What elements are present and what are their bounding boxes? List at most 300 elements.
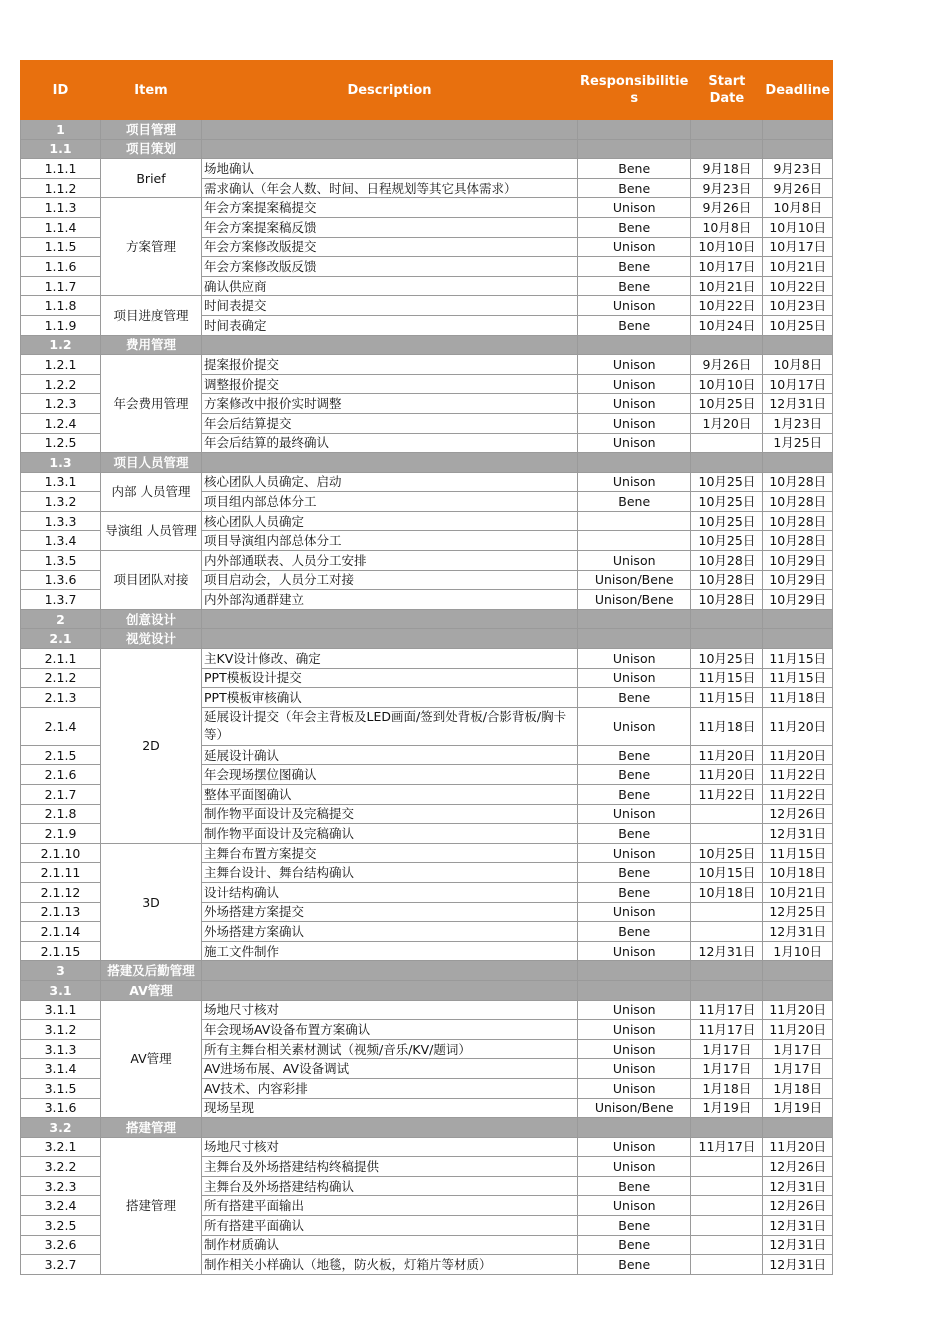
row-deadline[interactable]: 10月28日 [763, 492, 833, 512]
row-id[interactable]: 1.1.8 [21, 296, 101, 316]
row-id[interactable]: 1.1.7 [21, 276, 101, 296]
row-deadline[interactable]: 12月31日 [763, 824, 833, 844]
row-start-date[interactable] [691, 1157, 763, 1177]
row-start-date[interactable] [691, 922, 763, 942]
row-deadline[interactable]: 11月22日 [763, 765, 833, 785]
row-deadline[interactable]: 12月31日 [763, 922, 833, 942]
row-description[interactable]: 主KV设计修改、确定 [202, 649, 578, 669]
row-id[interactable]: 2.1.14 [21, 922, 101, 942]
row-responsibility[interactable]: Bene [578, 688, 691, 708]
row-id[interactable]: 2.1 [21, 629, 101, 649]
row-start-date[interactable]: 11月17日 [691, 1020, 763, 1040]
row-description[interactable]: 主舞台及外场搭建结构确认 [202, 1176, 578, 1196]
row-description[interactable]: 年会方案修改版反馈 [202, 257, 578, 277]
row-deadline[interactable]: 11月20日 [763, 745, 833, 765]
row-responsibility[interactable]: Bene [578, 882, 691, 902]
row-start-date[interactable]: 9月18日 [691, 159, 763, 179]
row-deadline[interactable]: 11月15日 [763, 843, 833, 863]
row-start-date[interactable]: 1月17日 [691, 1059, 763, 1079]
row-id[interactable]: 3.2.6 [21, 1235, 101, 1255]
row-start-date[interactable]: 11月15日 [691, 668, 763, 688]
row-responsibility[interactable]: Bene [578, 178, 691, 198]
row-id[interactable]: 1 [21, 120, 101, 140]
row-deadline[interactable]: 10月23日 [763, 296, 833, 316]
row-description[interactable] [202, 629, 578, 649]
row-responsibility[interactable]: Unison [578, 413, 691, 433]
row-id[interactable]: 1.2 [21, 335, 101, 355]
row-responsibility[interactable]: Unison [578, 355, 691, 375]
row-start-date[interactable]: 9月26日 [691, 198, 763, 218]
row-id[interactable]: 1.2.5 [21, 433, 101, 453]
row-item-group[interactable]: 项目团队对接 [101, 551, 202, 610]
row-deadline[interactable]: 10月28日 [763, 531, 833, 551]
row-item-group[interactable]: 2D [101, 649, 202, 844]
row-description[interactable]: 制作物平面设计及完稿提交 [202, 804, 578, 824]
row-start-date[interactable] [691, 433, 763, 453]
row-start-date[interactable] [691, 1216, 763, 1236]
row-start-date[interactable] [691, 120, 763, 140]
row-id[interactable]: 3.2 [21, 1118, 101, 1138]
row-start-date[interactable]: 11月17日 [691, 1000, 763, 1020]
row-deadline[interactable]: 10月21日 [763, 882, 833, 902]
row-responsibility[interactable]: Unison [578, 668, 691, 688]
row-deadline[interactable]: 10月21日 [763, 257, 833, 277]
row-deadline[interactable]: 11月20日 [763, 1020, 833, 1040]
row-deadline[interactable]: 12月26日 [763, 1157, 833, 1177]
header-deadline[interactable]: Deadline [763, 61, 833, 120]
row-id[interactable]: 1.1.5 [21, 237, 101, 257]
row-start-date[interactable]: 10月10日 [691, 237, 763, 257]
row-deadline[interactable]: 12月31日 [763, 1255, 833, 1275]
row-start-date[interactable]: 10月25日 [691, 511, 763, 531]
row-description[interactable]: 整体平面图确认 [202, 785, 578, 805]
header-responsibilities[interactable]: Responsibilitie s [578, 61, 691, 120]
row-id[interactable]: 1.3.4 [21, 531, 101, 551]
row-responsibility[interactable] [578, 139, 691, 159]
row-id[interactable]: 2.1.15 [21, 941, 101, 961]
row-deadline[interactable] [763, 609, 833, 629]
row-start-date[interactable] [691, 453, 763, 473]
row-deadline[interactable]: 10月10日 [763, 217, 833, 237]
row-deadline[interactable] [763, 629, 833, 649]
row-responsibility[interactable]: Bene [578, 745, 691, 765]
row-id[interactable]: 2.1.11 [21, 863, 101, 883]
row-item[interactable]: AV管理 [101, 980, 202, 1000]
row-description[interactable] [202, 335, 578, 355]
row-id[interactable]: 1.3.3 [21, 511, 101, 531]
row-start-date[interactable] [691, 980, 763, 1000]
row-start-date[interactable] [691, 1235, 763, 1255]
row-id[interactable]: 1.1 [21, 139, 101, 159]
header-item[interactable]: Item [101, 61, 202, 120]
row-description[interactable]: 方案修改中报价实时调整 [202, 394, 578, 414]
row-item[interactable]: 视觉设计 [101, 629, 202, 649]
row-id[interactable]: 2.1.4 [21, 707, 101, 745]
row-id[interactable]: 3.1.6 [21, 1098, 101, 1118]
row-description[interactable]: 主舞台布置方案提交 [202, 843, 578, 863]
row-description[interactable]: 现场呈现 [202, 1098, 578, 1118]
row-description[interactable]: AV技术、内容彩排 [202, 1078, 578, 1098]
row-responsibility[interactable] [578, 609, 691, 629]
row-start-date[interactable] [691, 629, 763, 649]
row-id[interactable]: 2.1.12 [21, 882, 101, 902]
row-responsibility[interactable]: Bene [578, 785, 691, 805]
row-id[interactable]: 3.2.7 [21, 1255, 101, 1275]
row-responsibility[interactable]: Bene [578, 217, 691, 237]
row-item-group[interactable]: 3D [101, 843, 202, 961]
row-responsibility[interactable] [578, 453, 691, 473]
row-id[interactable]: 1.1.1 [21, 159, 101, 179]
row-id[interactable]: 3.2.1 [21, 1137, 101, 1157]
row-description[interactable]: 年会方案提案稿反馈 [202, 217, 578, 237]
row-item-group[interactable]: 年会费用管理 [101, 355, 202, 453]
row-responsibility[interactable]: Unison/Bene [578, 570, 691, 590]
row-deadline[interactable]: 10月28日 [763, 511, 833, 531]
row-start-date[interactable] [691, 335, 763, 355]
row-responsibility[interactable]: Unison [578, 296, 691, 316]
row-start-date[interactable]: 12月31日 [691, 941, 763, 961]
row-description[interactable]: 场地确认 [202, 159, 578, 179]
row-start-date[interactable]: 11月17日 [691, 1137, 763, 1157]
row-start-date[interactable]: 10月25日 [691, 472, 763, 492]
row-description[interactable] [202, 453, 578, 473]
row-deadline[interactable]: 11月15日 [763, 668, 833, 688]
row-start-date[interactable]: 1月18日 [691, 1078, 763, 1098]
row-item-group[interactable]: AV管理 [101, 1000, 202, 1118]
row-deadline[interactable]: 10月18日 [763, 863, 833, 883]
row-responsibility[interactable]: Unison [578, 1196, 691, 1216]
row-id[interactable]: 1.3.7 [21, 590, 101, 610]
row-deadline[interactable]: 11月22日 [763, 785, 833, 805]
row-responsibility[interactable]: Bene [578, 922, 691, 942]
row-responsibility[interactable]: Unison [578, 198, 691, 218]
row-id[interactable]: 3.2.2 [21, 1157, 101, 1177]
row-id[interactable]: 1.3.1 [21, 472, 101, 492]
row-id[interactable]: 1.1.3 [21, 198, 101, 218]
row-id[interactable]: 3 [21, 961, 101, 981]
row-description[interactable]: 外场搭建方案提交 [202, 902, 578, 922]
row-id[interactable]: 3.1.2 [21, 1020, 101, 1040]
row-description[interactable]: 主舞台及外场搭建结构终稿提供 [202, 1157, 578, 1177]
row-responsibility[interactable]: Unison [578, 707, 691, 745]
row-responsibility[interactable]: Unison [578, 941, 691, 961]
row-deadline[interactable] [763, 961, 833, 981]
row-start-date[interactable]: 11月15日 [691, 688, 763, 708]
row-item-group[interactable]: 内部 人员管理 [101, 472, 202, 511]
row-description[interactable] [202, 139, 578, 159]
row-deadline[interactable]: 12月25日 [763, 902, 833, 922]
row-responsibility[interactable] [578, 511, 691, 531]
row-start-date[interactable]: 10月18日 [691, 882, 763, 902]
row-description[interactable] [202, 1118, 578, 1138]
row-responsibility[interactable]: Bene [578, 257, 691, 277]
row-responsibility[interactable] [578, 335, 691, 355]
row-id[interactable]: 1.1.9 [21, 315, 101, 335]
row-description[interactable] [202, 120, 578, 140]
row-id[interactable]: 1.1.2 [21, 178, 101, 198]
row-responsibility[interactable] [578, 980, 691, 1000]
row-responsibility[interactable] [578, 120, 691, 140]
row-responsibility[interactable]: Unison [578, 472, 691, 492]
row-id[interactable]: 2.1.2 [21, 668, 101, 688]
row-description[interactable]: 时间表提交 [202, 296, 578, 316]
row-description[interactable]: AV进场布展、AV设备调试 [202, 1059, 578, 1079]
row-deadline[interactable]: 1月19日 [763, 1098, 833, 1118]
row-id[interactable]: 3.2.5 [21, 1216, 101, 1236]
row-start-date[interactable]: 10月25日 [691, 843, 763, 863]
row-item-group[interactable]: 方案管理 [101, 198, 202, 296]
row-id[interactable]: 2.1.9 [21, 824, 101, 844]
row-start-date[interactable]: 1月17日 [691, 1039, 763, 1059]
row-id[interactable]: 3.2.3 [21, 1176, 101, 1196]
row-description[interactable]: 核心团队人员确定 [202, 511, 578, 531]
row-start-date[interactable]: 10月21日 [691, 276, 763, 296]
row-start-date[interactable]: 10月10日 [691, 374, 763, 394]
row-deadline[interactable]: 12月31日 [763, 1216, 833, 1236]
row-responsibility[interactable]: Unison/Bene [578, 1098, 691, 1118]
row-description[interactable]: 年会现场AV设备布置方案确认 [202, 1020, 578, 1040]
row-responsibility[interactable]: Bene [578, 276, 691, 296]
row-description[interactable]: 制作物平面设计及完稿确认 [202, 824, 578, 844]
row-description[interactable]: 制作相关小样确认（地毯，防火板，灯箱片等材质） [202, 1255, 578, 1275]
row-responsibility[interactable]: Bene [578, 1255, 691, 1275]
row-description[interactable] [202, 961, 578, 981]
row-description[interactable]: 场地尺寸核对 [202, 1000, 578, 1020]
row-deadline[interactable]: 9月26日 [763, 178, 833, 198]
row-id[interactable]: 1.3.2 [21, 492, 101, 512]
row-description[interactable]: PPT模板审核确认 [202, 688, 578, 708]
row-id[interactable]: 3.1.5 [21, 1078, 101, 1098]
row-responsibility[interactable]: Bene [578, 1216, 691, 1236]
row-description[interactable]: 所有搭建平面确认 [202, 1216, 578, 1236]
row-start-date[interactable] [691, 1196, 763, 1216]
row-id[interactable]: 2.1.10 [21, 843, 101, 863]
row-deadline[interactable]: 1月10日 [763, 941, 833, 961]
row-deadline[interactable]: 9月23日 [763, 159, 833, 179]
row-description[interactable]: 施工文件制作 [202, 941, 578, 961]
row-deadline[interactable]: 12月31日 [763, 1235, 833, 1255]
row-responsibility[interactable]: Unison [578, 237, 691, 257]
row-id[interactable]: 1.3 [21, 453, 101, 473]
row-deadline[interactable]: 10月22日 [763, 276, 833, 296]
row-responsibility[interactable]: Unison/Bene [578, 590, 691, 610]
row-responsibility[interactable]: Bene [578, 863, 691, 883]
row-deadline[interactable]: 11月20日 [763, 707, 833, 745]
row-responsibility[interactable] [578, 531, 691, 551]
row-deadline[interactable]: 10月8日 [763, 355, 833, 375]
row-id[interactable]: 2.1.1 [21, 649, 101, 669]
row-responsibility[interactable]: Unison [578, 843, 691, 863]
row-responsibility[interactable]: Bene [578, 1176, 691, 1196]
row-description[interactable]: 时间表确定 [202, 315, 578, 335]
row-start-date[interactable] [691, 902, 763, 922]
row-start-date[interactable]: 11月18日 [691, 707, 763, 745]
row-start-date[interactable]: 1月19日 [691, 1098, 763, 1118]
row-id[interactable]: 2.1.7 [21, 785, 101, 805]
row-deadline[interactable] [763, 335, 833, 355]
row-description[interactable]: 内外部沟通群建立 [202, 590, 578, 610]
row-start-date[interactable] [691, 804, 763, 824]
row-description[interactable]: 年会现场摆位图确认 [202, 765, 578, 785]
row-start-date[interactable] [691, 824, 763, 844]
row-description[interactable]: 主舞台设计、舞台结构确认 [202, 863, 578, 883]
row-description[interactable]: PPT模板设计提交 [202, 668, 578, 688]
row-id[interactable]: 1.3.6 [21, 570, 101, 590]
row-description[interactable] [202, 980, 578, 1000]
row-responsibility[interactable] [578, 629, 691, 649]
row-start-date[interactable]: 10月25日 [691, 394, 763, 414]
row-responsibility[interactable] [578, 961, 691, 981]
row-id[interactable]: 1.2.3 [21, 394, 101, 414]
row-start-date[interactable]: 10月17日 [691, 257, 763, 277]
header-id[interactable]: ID [21, 61, 101, 120]
row-responsibility[interactable]: Unison [578, 1078, 691, 1098]
row-responsibility[interactable]: Unison [578, 1020, 691, 1040]
row-start-date[interactable] [691, 1176, 763, 1196]
row-id[interactable]: 2.1.8 [21, 804, 101, 824]
row-deadline[interactable]: 1月17日 [763, 1039, 833, 1059]
row-description[interactable]: 项目启动会，人员分工对接 [202, 570, 578, 590]
row-id[interactable]: 2.1.5 [21, 745, 101, 765]
row-start-date[interactable]: 10月25日 [691, 531, 763, 551]
row-description[interactable]: 年会后结算的最终确认 [202, 433, 578, 453]
row-description[interactable]: 所有主舞台相关素材测试（视频/音乐/KV/题词） [202, 1039, 578, 1059]
row-responsibility[interactable]: Unison [578, 1137, 691, 1157]
row-id[interactable]: 3.2.4 [21, 1196, 101, 1216]
row-start-date[interactable] [691, 609, 763, 629]
row-responsibility[interactable]: Unison [578, 374, 691, 394]
row-deadline[interactable] [763, 980, 833, 1000]
row-responsibility[interactable]: Unison [578, 433, 691, 453]
row-responsibility[interactable]: Unison [578, 649, 691, 669]
row-start-date[interactable]: 10月28日 [691, 551, 763, 571]
row-deadline[interactable]: 1月18日 [763, 1078, 833, 1098]
row-deadline[interactable]: 10月17日 [763, 237, 833, 257]
row-deadline[interactable]: 11月20日 [763, 1137, 833, 1157]
row-description[interactable]: 年会后结算提交 [202, 413, 578, 433]
row-id[interactable]: 1.3.5 [21, 551, 101, 571]
row-responsibility[interactable]: Unison [578, 1039, 691, 1059]
row-id[interactable]: 3.1.1 [21, 1000, 101, 1020]
row-id[interactable]: 2.1.13 [21, 902, 101, 922]
row-id[interactable]: 3.1.3 [21, 1039, 101, 1059]
row-item-group[interactable]: Brief [101, 159, 202, 198]
row-description[interactable]: 制作材质确认 [202, 1235, 578, 1255]
row-description[interactable]: 年会方案提案稿提交 [202, 198, 578, 218]
row-item[interactable]: 创意设计 [101, 609, 202, 629]
row-description[interactable]: 确认供应商 [202, 276, 578, 296]
row-description[interactable]: 场地尺寸核对 [202, 1137, 578, 1157]
row-deadline[interactable]: 12月31日 [763, 394, 833, 414]
row-start-date[interactable]: 10月15日 [691, 863, 763, 883]
row-description[interactable]: 内外部通联表、人员分工安排 [202, 551, 578, 571]
row-start-date[interactable]: 9月26日 [691, 355, 763, 375]
row-deadline[interactable]: 1月17日 [763, 1059, 833, 1079]
header-start-date[interactable]: Start Date [691, 61, 763, 120]
row-description[interactable]: 延展设计提交（年会主背板及LED画面/签到处背板/合影背板/胸卡等） [202, 707, 578, 745]
row-deadline[interactable] [763, 1118, 833, 1138]
row-id[interactable]: 1.2.1 [21, 355, 101, 375]
row-responsibility[interactable]: Unison [578, 1059, 691, 1079]
row-deadline[interactable]: 10月17日 [763, 374, 833, 394]
header-description[interactable]: Description [202, 61, 578, 120]
row-description[interactable]: 外场搭建方案确认 [202, 922, 578, 942]
row-item-group[interactable]: 项目进度管理 [101, 296, 202, 335]
row-id[interactable]: 2.1.6 [21, 765, 101, 785]
row-start-date[interactable]: 10月8日 [691, 217, 763, 237]
row-start-date[interactable] [691, 1118, 763, 1138]
row-item[interactable]: 项目策划 [101, 139, 202, 159]
row-description[interactable]: 年会方案修改版提交 [202, 237, 578, 257]
row-deadline[interactable]: 10月28日 [763, 472, 833, 492]
row-id[interactable]: 1.1.6 [21, 257, 101, 277]
row-deadline[interactable]: 11月20日 [763, 1000, 833, 1020]
row-deadline[interactable] [763, 453, 833, 473]
row-id[interactable]: 2 [21, 609, 101, 629]
row-responsibility[interactable]: Bene [578, 1235, 691, 1255]
row-description[interactable]: 延展设计确认 [202, 745, 578, 765]
row-responsibility[interactable] [578, 1118, 691, 1138]
row-start-date[interactable] [691, 139, 763, 159]
row-deadline[interactable]: 10月29日 [763, 570, 833, 590]
row-start-date[interactable]: 9月23日 [691, 178, 763, 198]
row-id[interactable]: 1.1.4 [21, 217, 101, 237]
row-start-date[interactable]: 10月25日 [691, 649, 763, 669]
row-description[interactable]: 核心团队人员确定、启动 [202, 472, 578, 492]
row-id[interactable]: 1.2.2 [21, 374, 101, 394]
row-id[interactable]: 3.1.4 [21, 1059, 101, 1079]
row-start-date[interactable]: 10月22日 [691, 296, 763, 316]
row-id[interactable]: 1.2.4 [21, 413, 101, 433]
row-item[interactable]: 搭建及后勤管理 [101, 961, 202, 981]
row-id[interactable]: 3.1 [21, 980, 101, 1000]
row-responsibility[interactable]: Bene [578, 492, 691, 512]
row-start-date[interactable] [691, 1255, 763, 1275]
row-deadline[interactable]: 10月8日 [763, 198, 833, 218]
row-responsibility[interactable]: Unison [578, 1157, 691, 1177]
row-description[interactable]: 项目导演组内部总体分工 [202, 531, 578, 551]
row-start-date[interactable]: 1月20日 [691, 413, 763, 433]
row-item[interactable]: 项目人员管理 [101, 453, 202, 473]
row-responsibility[interactable]: Unison [578, 551, 691, 571]
row-description[interactable]: 所有搭建平面输出 [202, 1196, 578, 1216]
row-deadline[interactable]: 12月26日 [763, 1196, 833, 1216]
row-description[interactable]: 提案报价提交 [202, 355, 578, 375]
row-start-date[interactable]: 11月20日 [691, 745, 763, 765]
row-start-date[interactable]: 10月25日 [691, 492, 763, 512]
row-description[interactable]: 项目组内部总体分工 [202, 492, 578, 512]
row-id[interactable]: 2.1.3 [21, 688, 101, 708]
row-start-date[interactable]: 11月20日 [691, 765, 763, 785]
row-responsibility[interactable]: Bene [578, 824, 691, 844]
row-description[interactable]: 调整报价提交 [202, 374, 578, 394]
row-deadline[interactable]: 1月25日 [763, 433, 833, 453]
row-item-group[interactable]: 导演组 人员管理 [101, 511, 202, 550]
row-start-date[interactable]: 10月28日 [691, 570, 763, 590]
row-deadline[interactable] [763, 139, 833, 159]
row-responsibility[interactable]: Unison [578, 1000, 691, 1020]
row-item[interactable]: 费用管理 [101, 335, 202, 355]
row-responsibility[interactable]: Bene [578, 159, 691, 179]
row-start-date[interactable]: 10月24日 [691, 315, 763, 335]
row-deadline[interactable] [763, 120, 833, 140]
row-deadline[interactable]: 10月29日 [763, 551, 833, 571]
row-item[interactable]: 搭建管理 [101, 1118, 202, 1138]
row-responsibility[interactable]: Bene [578, 765, 691, 785]
row-start-date[interactable]: 11月22日 [691, 785, 763, 805]
row-deadline[interactable]: 11月18日 [763, 688, 833, 708]
row-responsibility[interactable]: Bene [578, 315, 691, 335]
